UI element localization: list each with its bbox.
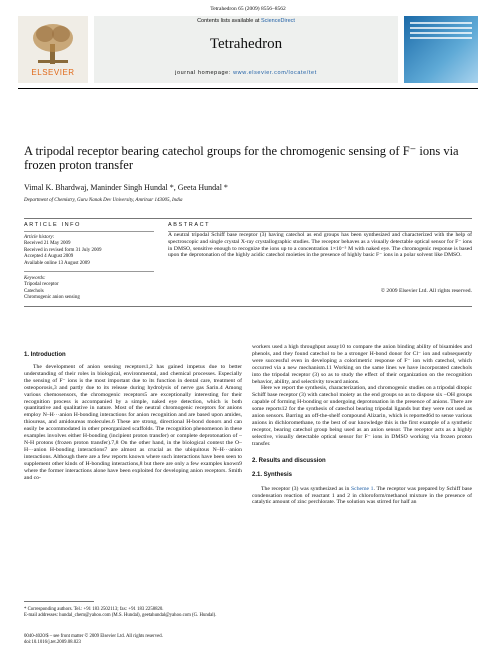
contents-prefix: Contents lists available at [197,18,261,24]
elsevier-tree-icon [30,22,76,66]
scheme-link[interactable]: Scheme 1 [351,485,374,492]
right-column [252,344,472,506]
keywords-label: Keywords: [24,276,46,282]
sciencedirect-link[interactable]: ScienceDirect [260,18,295,24]
contents-line [94,18,398,24]
paragraph: The development of anion sensing receptors1,2 has gained impetus due to better understanding of their roles in biological, environmental, and chemical processes. Especially the sensing of F⁻ ions is the most important due to its function in dental care, treatment of osteoporosis,3 and partly due to its release during hydrolysis of nerve gas Sarin.4 Among various chemosensors, the chromogenic receptors5 are exceptionally interesting for their recognition process is accompanied by a simple, naked eye detection, which is both quantitative and qualitative in nature. Most of the neutral chromogenic receptors for anions employ N–H···anion H-bonding interactions for anion recognition and are based upon amides, thioureas, and amidoureas molecules.6 These are strong, directional H-bond donors and can easily be accommodated in other preorganized scaffolds. The recognition phenomenon in these examples involves either H-bonding (incipient proton transfer) or complete deprotonation of –N-H protons (frozen proton transfer).7,8 On the other hand, in the biological context the O–H···anion H-bonding interactions7 are almost as crucial as the ubiquitous N–H···anion interactions. Although there are a few reports known where such interactions have been seen to supplement other kinds of H-bonding interactions,8 but there are only a few examples known9 where the former interactions alone have been exploited for developing anion receptors. Smith and co- [24,364,242,481]
doi-line: doi:10.1016/j.tet.2009.08.023 [24,640,81,645]
paragraph: Here we report the synthesis, characterization, and chromogenic studies on a tripodal ditopic Schiff base receptor (3) with catechol moiety as the end groups so as to dispose six –OH groups capable of forming H-bonding or undergoing deprotonation in the presence of anions. There are some reports12 for the synthesis of catechol bearing tripodal ligands but they were not used as anion sensors. Barring an off-the-shelf compound Alizarin, which is reported6d to sense various anions in dichloromethane, to the best of our knowledge this is the first example of a synthetic receptor, bearing catechol group being used as an anion sensor. The receptor acts as a highly selective, visually detectable optical sensor for F⁻ ions in DMSO working via frozen proton transfer. [252,385,472,447]
publisher-logo [18,16,88,83]
publisher-name: ELSEVIER [31,68,75,77]
col2-body [252,344,472,448]
history-received: Received 21 May 2009 [24,241,71,247]
para3-rest: . The receptor was prepared by Schiff base condensation reaction of reactant 1 and 2 in chloroform/methanol mixture in the presence of catalytic amount of zinc perchlorate. The solution was stirred for half an [252,485,472,506]
masthead-rule [18,88,478,89]
author-affiliation: Department of Chemistry, Guru Nanak Dev University, Amritsar 143005, India [24,198,183,203]
keyword: Chromogenic anion sensing [24,295,80,301]
journal-title: Tetrahedron [209,36,283,52]
section-heading: 1. Introduction [24,352,66,358]
history-online: Available online 13 August 2009 [24,260,90,266]
keyword: Tripodal receptor [24,282,59,288]
divider [24,218,472,219]
abstract-text: A neutral tripodal Schiff base receptor (3) having catechol as end groups has been synthesized and characterized with the help of spectroscopic and single crystal X-ray crystallographic studies. The receptor behaves as a visually detectable optical sensor for F⁻ ions in DMSO, sensitive enough to recognize the ions up to a concentration 1×10⁻⁵ M with naked eye. The chromogenic response is based upon the deprotonation of the highly acidic catechol moieties in the presence of highly basic F⁻ ions in a polar solvent like DMSO. [168,232,472,259]
divider [24,306,472,307]
cover-text-lines [410,22,472,48]
journal-cover-image [404,16,478,83]
paragraph [252,486,472,507]
intro-paragraph [24,364,242,481]
abstract-copyright: © 2009 Elsevier Ltd. All rights reserved. [380,288,472,294]
article-info-panel [24,222,154,302]
left-column [24,352,242,481]
journal-masthead [18,16,478,83]
article-info-heading: ARTICLE INFO [24,222,81,228]
journal-homepage [94,70,398,76]
homepage-prefix: journal homepage: [175,70,234,76]
history-label: Article history: [24,235,55,240]
issn-block [24,634,242,646]
keyword: Catechols [24,288,44,294]
footnotes [24,607,242,619]
article-authors: Vimal K. Bhardwaj, Maninder Singh Hundal *, Geeta Hundal * [24,183,228,192]
synthesis-body [252,486,472,507]
section-heading: 2. Results and discussion [252,457,326,464]
corresponding-author-note: * Corresponding authors. Tel.: +91 183 2502113; fax: +91 183 2258820. [24,607,164,612]
paragraph: workers used a high throughput assay10 to compare the anion binding ability of bisamides and phenols, and they found catechol to be a stronger H-bond donor for Cl⁻ ion and subsequently were successful even in developing a colorimetric response of F⁻ ion with catechol, which occurred via a new mechanism.11 Working on the same lines we have incorporated catechols into the tripodal receptor (3) so as to study the effect of their organization on the recognition behavior, ability, and selectivity toward anions. [252,344,472,385]
running-head: Tetrahedron 65 (2009) 8556–8562 [210,6,286,12]
footnote-rule [24,601,94,602]
history-revised: Received in revised form 31 July 2009 [24,247,102,253]
homepage-link[interactable]: www.elsevier.com/locate/tet [233,70,317,76]
article-title: A tripodal receptor bearing catechol groups for the chromogenic sensing of F⁻ ions via frozen proton transfer [24,144,459,172]
abstract-heading: ABSTRACT [168,222,211,228]
subsection-heading: 2.1. Synthesis [252,471,293,478]
issn-line: 0040-4020/$ – see front matter © 2009 Elsevier Ltd. All rights reserved. [24,634,163,639]
history-accepted: Accepted 4 August 2009 [24,254,74,260]
email-note: E-mail addresses: hundal_chem@yahoo.com (M.S. Hundal), geetahundal@yahoo.com (G. Hundal). [24,613,217,618]
journal-banner [94,16,398,83]
abstract-header [168,222,472,232]
para3-prefix: The receptor (3) was synthesized as in [261,485,352,492]
